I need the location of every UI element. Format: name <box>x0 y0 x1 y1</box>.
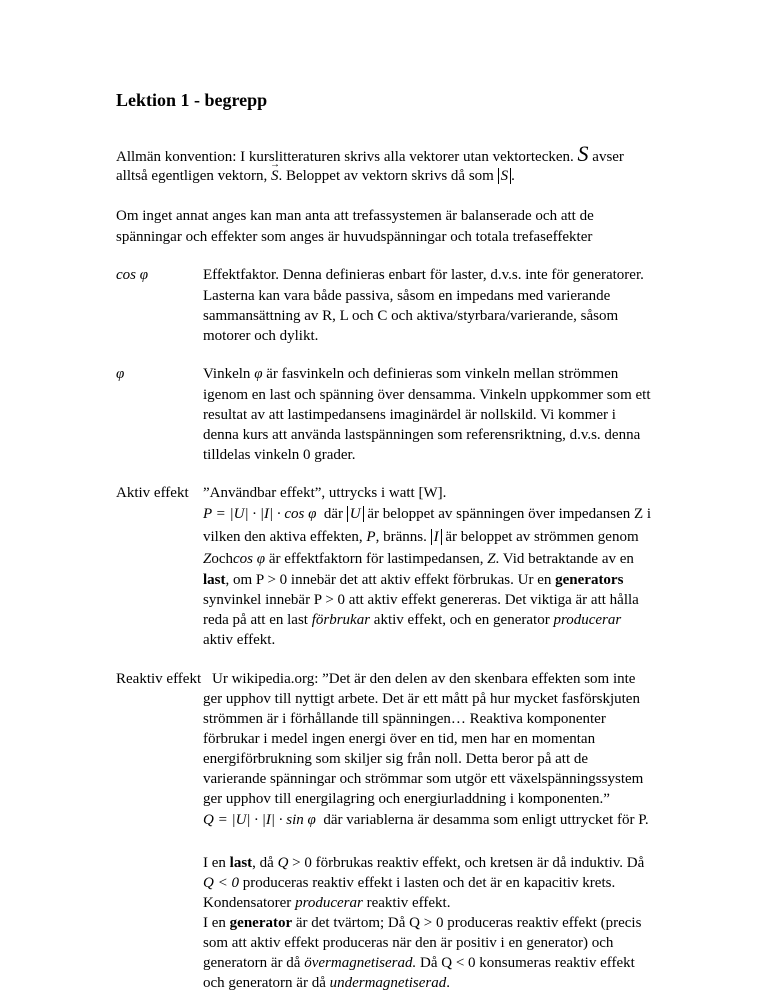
aktiv-l1: ”Användbar effekt”, uttrycks i watt [W]. <box>203 485 447 501</box>
aktiv-l6: synvinkel innebär P > 0 att aktiv effekt genereras. Det viktiga är att hålla <box>203 592 639 608</box>
aktiv-text: vilken den aktiva effekten, <box>203 529 363 545</box>
keyword-generator: generator <box>229 915 293 931</box>
reaktiv-p2-l3 <box>203 893 450 913</box>
reaktiv-p2-l1 <box>203 853 644 873</box>
aktiv-text: reda på att en last <box>203 612 308 628</box>
intro-line-2 <box>116 166 515 186</box>
formula-p: P = |U| · |I| · cos φ <box>203 506 317 522</box>
reaktiv-l5: energiförbrukning som skiljer sig från noll. Detta beror på att de <box>203 751 589 767</box>
intro-text: alltså egentligen vektorn, <box>116 168 268 184</box>
reaktiv-l4: förbrukar i medel ingen energi över en tid, men har en momentan <box>203 731 596 747</box>
aktiv-l2 <box>203 504 651 524</box>
cosphi-l4: motorer och dylikt. <box>203 328 319 344</box>
reaktiv-p2-l6 <box>203 953 635 973</box>
intro-text: . <box>511 168 515 184</box>
cosphi-l3: sammansättning av R, L och C och aktiva/styrbara/varierande, såsom <box>203 308 619 324</box>
reaktiv-p2-l7 <box>203 973 450 993</box>
keyword-undermagnetiserad: undermagnetiserad <box>329 975 447 991</box>
reaktiv-text: där variablerna är desamma som enligt uttrycket för P. <box>323 812 649 828</box>
phi-l1 <box>203 364 618 384</box>
aktiv-text: är effektfaktorn för lastimpedansen, <box>268 551 484 567</box>
reaktiv-text: > 0 förbrukas reaktiv effekt, och kretsen är då induktiv. Då <box>292 855 645 871</box>
intro-text: avser <box>592 149 624 165</box>
phi-symbol: φ <box>254 366 263 382</box>
reaktiv-text: , då <box>252 855 274 871</box>
reaktiv-text: produceras reaktiv effekt i lasten och det är en kapacitiv krets. <box>238 875 616 891</box>
reaktiv-l2: ger upphov till nyttigt arbete. Det är ett mått på hur mycket fasförskjuten <box>203 691 640 707</box>
vector-s: → S <box>271 168 279 184</box>
keyword-producerar: producerar <box>295 895 363 911</box>
reaktiv-p2-l5: som att aktiv effekt produceras när den är positiv i en generator) och <box>203 935 614 951</box>
aktiv-text: där <box>323 506 344 522</box>
intro-text: Allmän konvention: I kurslitteraturen skrivs alla vektorer utan vektortecken. <box>116 149 574 165</box>
phi-text: är fasvinkeln och definieras som vinkeln mellan strömmen <box>266 366 619 382</box>
aktiv-text: är beloppet av strömmen genom <box>445 529 639 545</box>
keyword-generators: generators <box>555 572 624 588</box>
symbol-cosphi: cos φ <box>233 551 266 567</box>
reaktiv-l6: varierande spänningar och strömmar som utgör ett växelspänningssystem <box>203 771 644 787</box>
reaktiv-text: är det tvärtom; Då Q > 0 produceras reaktiv effekt (precis <box>295 915 642 931</box>
reaktiv-l8 <box>203 810 649 830</box>
keyword-forbrukar: förbrukar <box>311 612 371 628</box>
aktiv-l3 <box>203 527 639 547</box>
symbol-s: S <box>577 141 589 166</box>
reaktiv-l3: strömmen är i förhållande till spänningen… Reaktiva komponenter <box>203 711 606 727</box>
reaktiv-text: . <box>446 975 451 991</box>
term-reaktiv-effekt: Reaktiv effekt <box>116 671 202 687</box>
aktiv-l4 <box>203 549 634 569</box>
reaktiv-text: och generatorn är då <box>203 975 326 991</box>
cosphi-l1: Effektfaktor. Denna definieras enbart för laster, d.v.s. inte för generatorer. <box>203 267 644 283</box>
aktiv-l8: aktiv effekt. <box>203 632 276 648</box>
expr-q-lt-0: Q < 0 <box>203 875 239 891</box>
aktiv-l7 <box>203 610 621 630</box>
formula-q: Q = |U| · |I| · sin φ <box>203 812 316 828</box>
term-phi: φ <box>116 366 125 382</box>
symbol-p: P <box>366 529 376 545</box>
aktiv-text: aktiv effekt, och en generator <box>373 612 550 628</box>
symbol-z: Z <box>203 551 212 567</box>
phi-l2: igenom en last och spänning över densamma. Vinkeln uppkommer som ett <box>203 387 651 403</box>
aktiv-text: är beloppet av spänningen över impedansen Z i <box>367 506 652 522</box>
aktiv-text: . Vid betraktande av en <box>495 551 634 567</box>
para2-line-2: spänningar och effekter som anges är huvudspänningar och totala trefaseffekter <box>116 229 593 245</box>
reaktiv-text: Då Q < 0 konsumeras reaktiv effekt <box>420 955 635 971</box>
reaktiv-text: Kondensatorer <box>203 895 292 911</box>
reaktiv-l7: ger upphov till energilagring och energiurladdning i komponenten.” <box>203 791 610 807</box>
aktiv-text: och <box>211 551 234 567</box>
reaktiv-l1: Ur wikipedia.org: ”Det är den delen av den skenbara effekten som inte <box>212 671 636 687</box>
keyword-last: last <box>203 572 226 588</box>
aktiv-text: , bränns. <box>375 529 427 545</box>
symbol-z: Z <box>487 551 496 567</box>
intro-line-1 <box>116 141 624 167</box>
intro-text: . Beloppet av vektorn skrivs då som <box>278 168 494 184</box>
para2-line-1: Om inget annat anges kan man anta att trefassystemen är balanserade och att de <box>116 208 594 224</box>
symbol-q: Q <box>277 855 289 871</box>
reaktiv-text: reaktiv effekt. <box>366 895 451 911</box>
abs-i: I <box>431 529 442 545</box>
term-aktiv-effekt: Aktiv effekt <box>116 485 189 501</box>
phi-l4: denna kurs att använda lastspänningen som referensriktning, d.v.s. denna <box>203 427 641 443</box>
reaktiv-text: I en <box>203 915 226 931</box>
term-cosphi: cos φ <box>116 267 149 283</box>
reaktiv-text: I en <box>203 855 226 871</box>
phi-l5: tilldelas vinkeln 0 grader. <box>203 447 356 463</box>
aktiv-l5 <box>203 570 623 590</box>
page-title: Lektion 1 - begrepp <box>116 90 268 110</box>
keyword-producerar: producerar <box>553 612 622 628</box>
phi-l3: resultat av att lastimpedansens imaginärdel är nollskild. Vi kommer i <box>203 407 616 423</box>
keyword-last: last <box>229 855 253 871</box>
reaktiv-text: generatorn är då <box>203 955 301 971</box>
keyword-overmagnetiserad: övermagnetiserad. <box>304 955 417 971</box>
abs-s: S <box>498 168 512 184</box>
aktiv-text: , om P > 0 innebär det att aktiv effekt förbrukas. Ur en <box>225 572 552 588</box>
reaktiv-p2-l4 <box>203 913 641 933</box>
abs-u: U <box>347 506 364 522</box>
phi-text: Vinkeln <box>203 366 251 382</box>
reaktiv-p2-l2 <box>203 873 615 893</box>
cosphi-l2: Lasterna kan vara både passiva, såsom en impedans med varierande <box>203 288 611 304</box>
